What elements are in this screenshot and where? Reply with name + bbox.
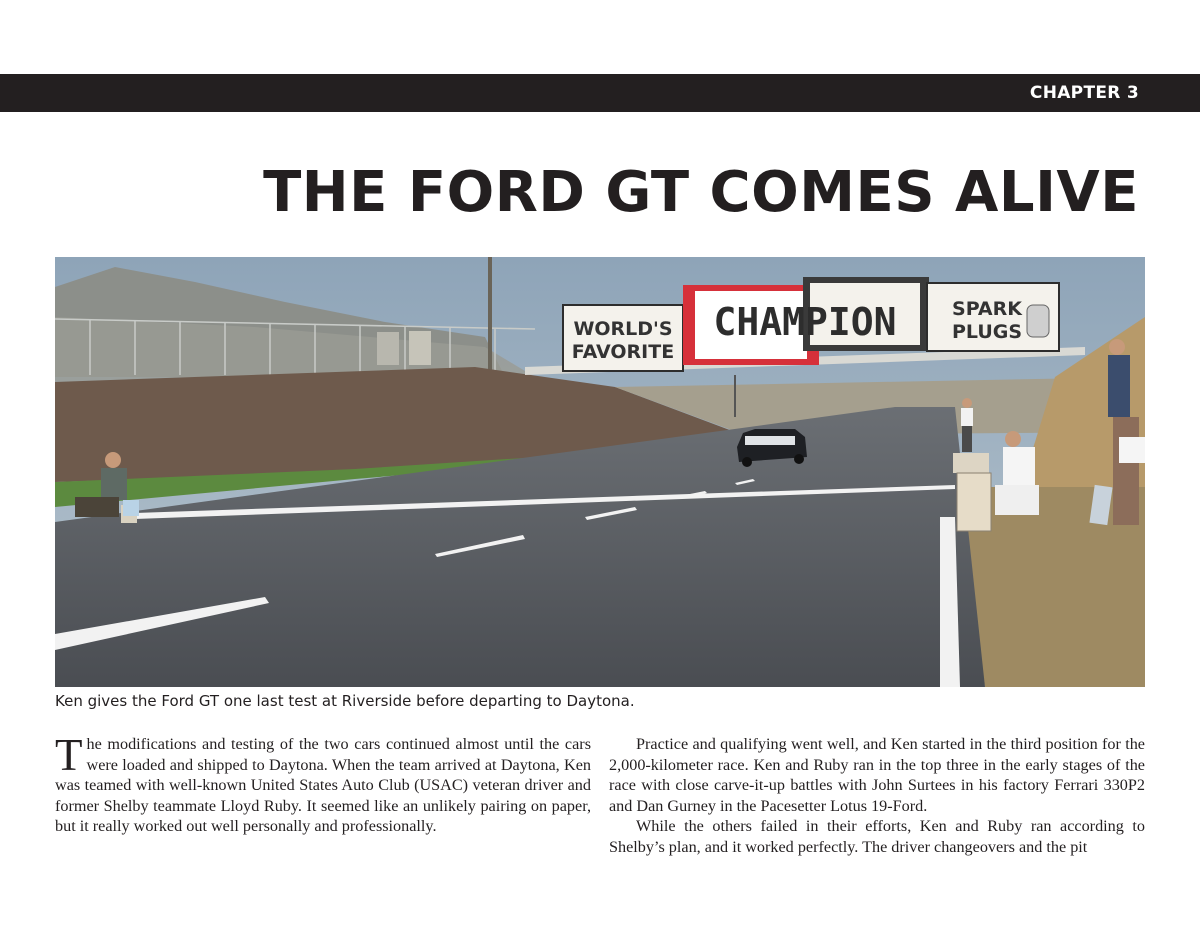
drop-cap: T [55, 730, 83, 780]
paragraph: While the others failed in their efforts, Ken and Ruby ran according to Shelby’s plan, and it worked perfectly. The driver changeovers and the pit [609, 817, 1145, 856]
chapter-title: THE FORD GT COMES ALIVE [263, 160, 1139, 225]
text-column-right [609, 734, 1145, 858]
paragraph: Practice and qualifying went well, and Ken started in the third position for the 2,000-kilometer race. Ken and Ruby ran in the top three in the early stages of the race with close carve-it-up battles with John Surtees in his factory Ferrari 330P2 and Dan Gurney in the Pacesetter Lotus 19-Ford. [609, 735, 1145, 815]
banner-left-line2: FAVORITE [571, 341, 675, 363]
text-column-left [55, 730, 591, 837]
banner-center: CHAMPION [713, 300, 897, 344]
riverside-photo [55, 257, 1145, 687]
banner-right-line1: SPARK [952, 298, 1022, 320]
banner-left-line1: WORLD'S [573, 318, 673, 340]
paragraph [55, 730, 591, 837]
photo-caption: Ken gives the Ford GT one last test at Riverside before departing to Daytona. [55, 692, 635, 710]
chapter-bar [0, 74, 1200, 112]
chapter-label: CHAPTER 3 [1029, 83, 1139, 103]
banner-right-line2: PLUGS [951, 321, 1023, 343]
paragraph-text: he modifications and testing of the two cars continued almost until the cars were loaded and shipped to Daytona. When the team arrived at Daytona, Ken was teamed with well-known United States Auto Club (USAC) veteran driver and former Shelby teammate Lloyd Ruby. It seemed like an unlikely pairing on paper, but it really worked out well personally and professionally. [55, 735, 591, 836]
